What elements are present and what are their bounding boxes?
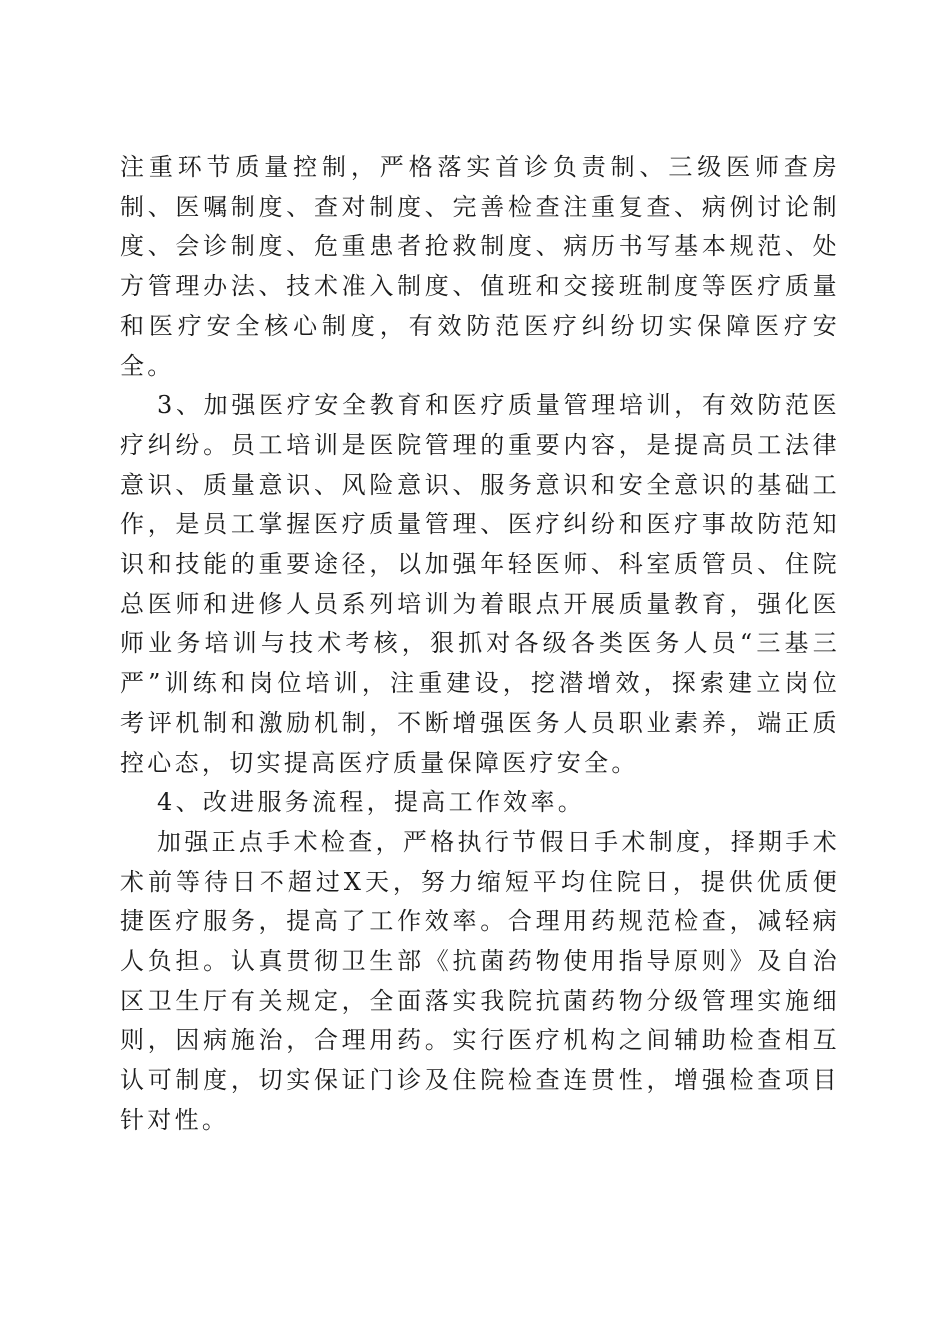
- document-body: [120, 148, 840, 1141]
- paragraph-efficiency: 加强正点手术检查，严格执行节假日手术制度，择期手术术前等待日不超过X天，努力缩短平均住院日，提供优质便捷医疗服务，提高了工作效率。合理用药规范检查，减轻病人负担。认真贯彻卫生部《抗菌药物使用指导原则》及自治区卫生厅有关规定，全面落实我院抗菌药物分级管理实施细则，因病施治，合理用药。实行医疗机构之间辅助检查相互认可制度，切实保证门诊及住院检查连贯性，增强检查项目针对性。: [120, 827, 840, 1134]
- paragraph-heading-service-flow: 4、改进服务流程，提高工作效率。: [157, 788, 586, 817]
- paragraph-training: 3、加强医疗安全教育和医疗质量管理培训，有效防范医疗纠纷。员工培训是医院管理的重要内容，是提高员工法律意识、质量意识、风险意识、服务意识和安全意识的基础工作，是员工掌握医疗质量管理、医疗纠纷和医疗事故防范知识和技能的重要途径，以加强年轻医师、科室质管员、住院总医师和进修人员系列培训为着眼点开展质量教育，强化医师业务培训与技术考核，狠抓对各级各类医务人员“三基三严”训练和岗位培训，注重建设，挖潜增效，探索建立岗位考评机制和激励机制，不断增强医务人员职业素养，端正质控心态，切实提高医疗质量保障医疗安全。: [120, 391, 840, 777]
- paragraph-core-systems: 注重环节质量控制，严格落实首诊负责制、三级医师查房制、医嘱制度、查对制度、完善检查注重复查、病例讨论制度、会诊制度、危重患者抢救制度、病历书写基本规范、处方管理办法、技术准入制度、值班和交接班制度等医疗质量和医疗安全核心制度，有效防范医疗纠纷切实保障医疗安全。: [120, 153, 840, 380]
